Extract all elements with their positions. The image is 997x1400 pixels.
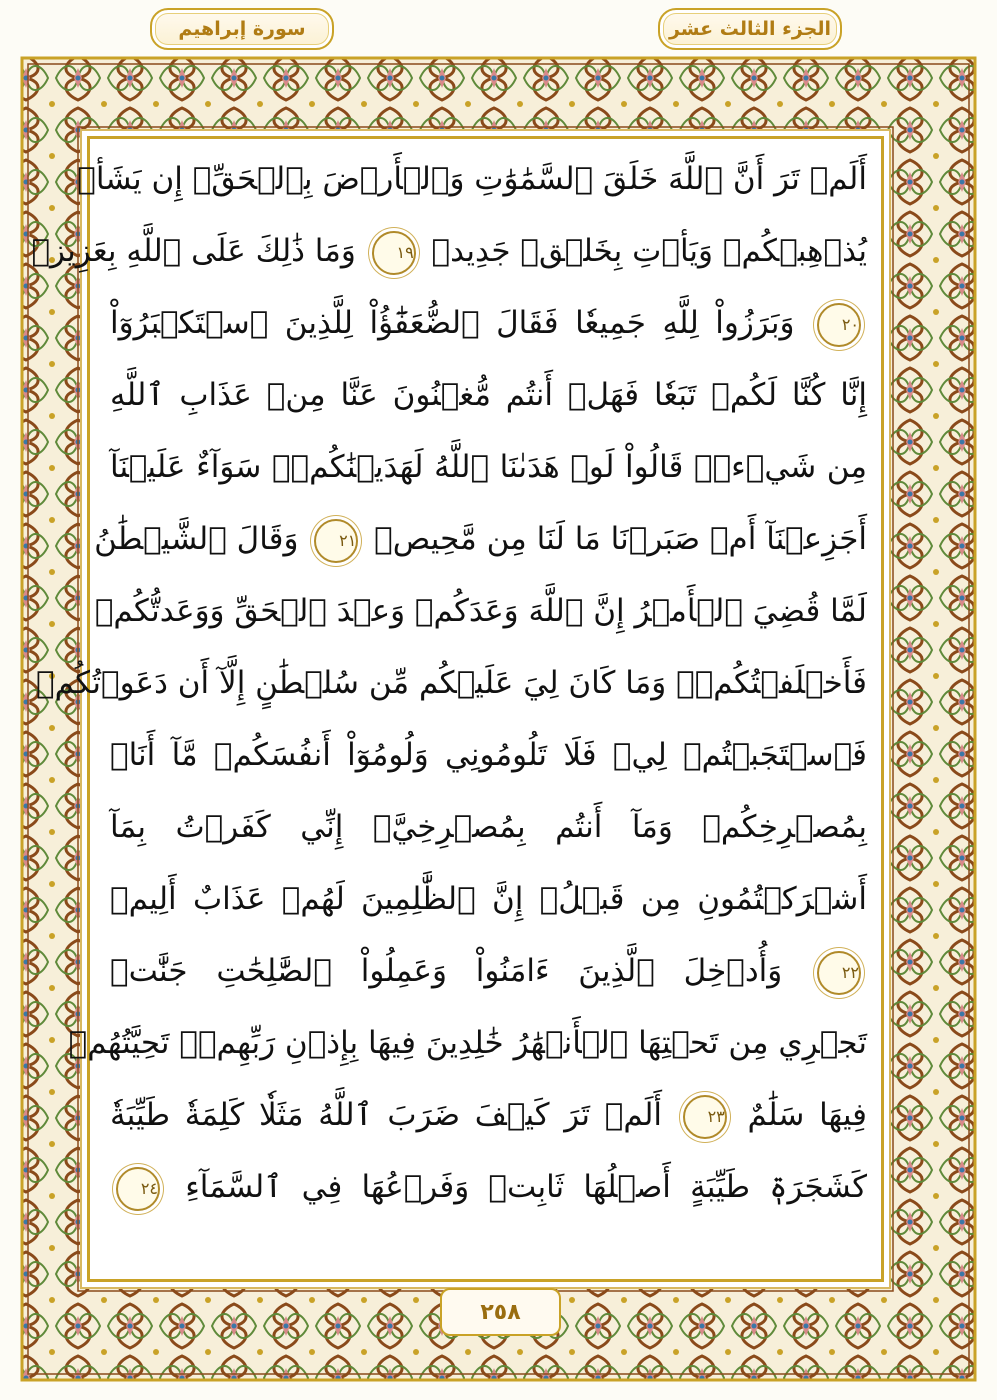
verse-text: فَأَخۡلَفۡتُكُمۡۖ وَمَا كَانَ لِيَ عَلَيۡكُم مِّن سُلۡطَٰنٍ إِلَّآ أَن دَعَوۡتُكُمۡ: [36, 665, 867, 701]
verse-line-9: [110, 719, 867, 791]
verse-line-1: [77, 143, 867, 215]
verse-text: بِمُصۡرِخِكُمۡ وَمَآ أَنتُم بِمُصۡرِخِيَّۖ إِنِّي كَفَرۡتُ بِمَآ: [110, 809, 867, 845]
verse-line-4: [110, 359, 867, 431]
verse-text: وَبَرَزُواْ لِلَّهِ جَمِيعٗا فَقَالَ ٱلضُّعَفَٰٓؤُاْ لِلَّذِينَ ٱسۡتَكۡبَرُوٓاْ: [110, 305, 795, 341]
surah-name-text: سورة إبراهيم: [178, 18, 306, 40]
verse-line-2: [31, 215, 867, 287]
verse-text: لَمَّا قُضِيَ ٱلۡأَمۡرُ إِنَّ ٱللَّهَ وَعَدَكُمۡ وَعۡدَ ٱلۡحَقِّ وَوَعَدتُّكُمۡ: [94, 593, 867, 629]
verse-line-15: [110, 1151, 867, 1223]
verse-text: أَجَزِعۡنَآ أَمۡ صَبَرۡنَا مَا لَنَا مِن مَّحِيصٖ: [374, 521, 867, 557]
verse-text: أَلَمۡ تَرَ أَنَّ ٱللَّهَ خَلَقَ ٱلسَّمَٰوَٰتِ وَٱلۡأَرۡضَ بِٱلۡحَقِّۚ إِن يَشَأۡ: [77, 161, 867, 197]
ayah-number-marker: ٢٠: [817, 303, 861, 347]
verse-line-8: [36, 647, 867, 719]
verse-line-6: [94, 503, 867, 575]
verse-text: أَشۡرَكۡتُمُونِ مِن قَبۡلُۗ إِنَّ ٱلظَّٰلِمِينَ لَهُمۡ عَذَابٌ أَلِيمٞ: [110, 881, 867, 917]
verse-line-14: [110, 1079, 867, 1151]
verse-text: وَمَا ذَٰلِكَ عَلَى ٱللَّهِ بِعَزِيزٖ: [31, 233, 356, 269]
verse-text: وَأُدۡخِلَ ٱلَّذِينَ ءَامَنُواْ وَعَمِلُواْ ٱلصَّٰلِحَٰتِ جَنَّٰتٖ: [110, 953, 783, 989]
verse-text: مِن شَيۡءٖۚ قَالُواْ لَوۡ هَدَىٰنَا ٱللَّهُ لَهَدَيۡنَٰكُمۡۖ سَوَآءٌ عَلَيۡنَآ: [110, 449, 867, 485]
page-number-text: ٢٥٨: [480, 1299, 521, 1325]
page-number: [440, 1288, 561, 1336]
verse-text: يُذۡهِبۡكُمۡ وَيَأۡتِ بِخَلۡقٖ جَدِيدٖ: [431, 233, 867, 269]
verse-text: أَلَمۡ تَرَ كَيۡفَ ضَرَبَ ٱللَّهُ مَثَلٗا كَلِمَةٗ طَيِّبَةٗ: [110, 1097, 663, 1133]
verse-line-11: [110, 863, 867, 935]
ayah-number-marker: ٢٣: [683, 1095, 727, 1139]
verse-line-5: [110, 431, 867, 503]
verse-text: كَشَجَرَةٖ طَيِّبَةٍ أَصۡلُهَا ثَابِتٞ وَفَرۡعُهَا فِي ٱلسَّمَآءِ: [185, 1169, 867, 1205]
verse-line-3: [110, 287, 867, 359]
ayah-number-marker: ٢٤: [116, 1167, 160, 1211]
quran-text-panel: [31, 136, 884, 1282]
verse-text: وَقَالَ ٱلشَّيۡطَٰنُ: [94, 521, 299, 557]
verse-text: إِنَّا كُنَّا لَكُمۡ تَبَعٗا فَهَلۡ أَنتُم مُّغۡنُونَ عَنَّا مِنۡ عَذَابِ ٱللَّهِ: [110, 377, 867, 413]
juz-name-text: الجزء الثالث عشر: [668, 18, 832, 40]
verse-text: فَٱسۡتَجَبۡتُمۡ لِيۖ فَلَا تَلُومُونِي وَلُومُوٓاْ أَنفُسَكُمۖ مَّآ أَنَا۠: [110, 737, 867, 773]
verse-text: فِيهَا سَلَٰمٌ: [747, 1097, 868, 1133]
verse-line-12: [110, 935, 867, 1007]
verse-text: تَجۡرِي مِن تَحۡتِهَا ٱلۡأَنۡهَٰرُ خَٰلِدِينَ فِيهَا بِإِذۡنِ رَبِّهِمۡۖ تَحِيَّتُهُمۡ: [68, 1025, 867, 1061]
ayah-number-marker: ٢٢: [817, 951, 861, 995]
verse-line-10: [110, 791, 867, 863]
ayah-number-marker: ١٩: [372, 231, 416, 275]
verse-line-7: [94, 575, 867, 647]
verse-line-13: [68, 1007, 867, 1079]
ayah-number-marker: ٢١: [314, 519, 358, 563]
